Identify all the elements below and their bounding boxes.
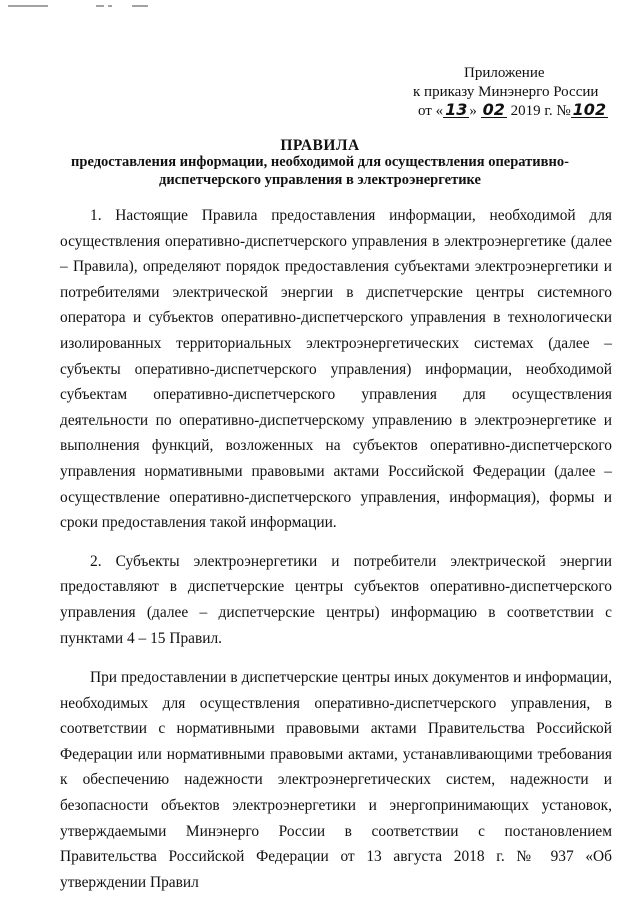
handwritten-month: 02 [482,100,505,119]
appendix-date-number [410,102,630,121]
appendix-label: Приложение [464,65,545,81]
date-mid: » [469,103,481,119]
subtitle-line-2: диспетчерского управления в электроэнергетике [158,172,481,188]
date-prefix: от « [418,103,444,119]
paragraph-3: При предоставлении в диспетчерские центры иных документов и информации, необходимых для осуществления оперативно-диспетчерского управления, в соответствии с нормативными правовыми актами Правительства Российской Федерации или нормативными правовыми актами, устанавливающими требования к обеспечению надежности электроэнергетических систем, надежности и безопасности объектов электроэнергетики и энергопринимающих установок, утверждаемыми Минэнерго России в соответствии с постановлением Правительства Российской Федерации от 13 августа 2018 г. № 937 «Об утверждении Правил [60,669,612,891]
subtitle-line-1: предоставления информации, необходимой для осуществления оперативно- [71,154,569,170]
document-title: ПРАВИЛА [280,137,360,154]
date-year: 2019 г. № [506,103,571,119]
document-body [60,203,612,895]
appendix-header [410,64,630,121]
appendix-order-reference: к приказу Минэнерго России [413,84,599,100]
paragraph-1: 1. Настоящие Правила предоставления информации, необходимой для осуществления оперативно-диспетчерского управления в электроэнергетике (далее – Правила), определяют порядок предоставления субъектами электроэнергетики и потребителями электрической энергии в диспетчерские центры системного оператора и субъектов оперативно-диспетчерского управления в технологически изолированных территориальных электроэнергетических системах (далее – субъекты оперативно-диспетчерского управления) информации, необходимой субъектам оперативно-диспетчерского управления для осуществления деятельности по оперативно-диспетчерскому управлению в электроэнергетике и выполнения функций, возложенных на субъектов оперативно-диспетчерского управления нормативными правовыми актами Российской Федерации (далее – осуществление оперативно-диспетчерского управления, информация), формы и сроки предоставления такой информации. [60,207,612,532]
paragraph-2: 2. Субъекты электроэнергетики и потребители электрической энергии предоставляют в диспетчерские центры субъектов оперативно-диспетчерского управления (далее – диспетчерские центры) информацию в соответствии с пунктами 4 – 15 Правил. [60,552,612,647]
document-subtitle [50,153,590,189]
scan-artifact-marks [8,4,148,8]
handwritten-order-number: 102 [572,100,607,119]
handwritten-day: 13 [445,100,468,119]
